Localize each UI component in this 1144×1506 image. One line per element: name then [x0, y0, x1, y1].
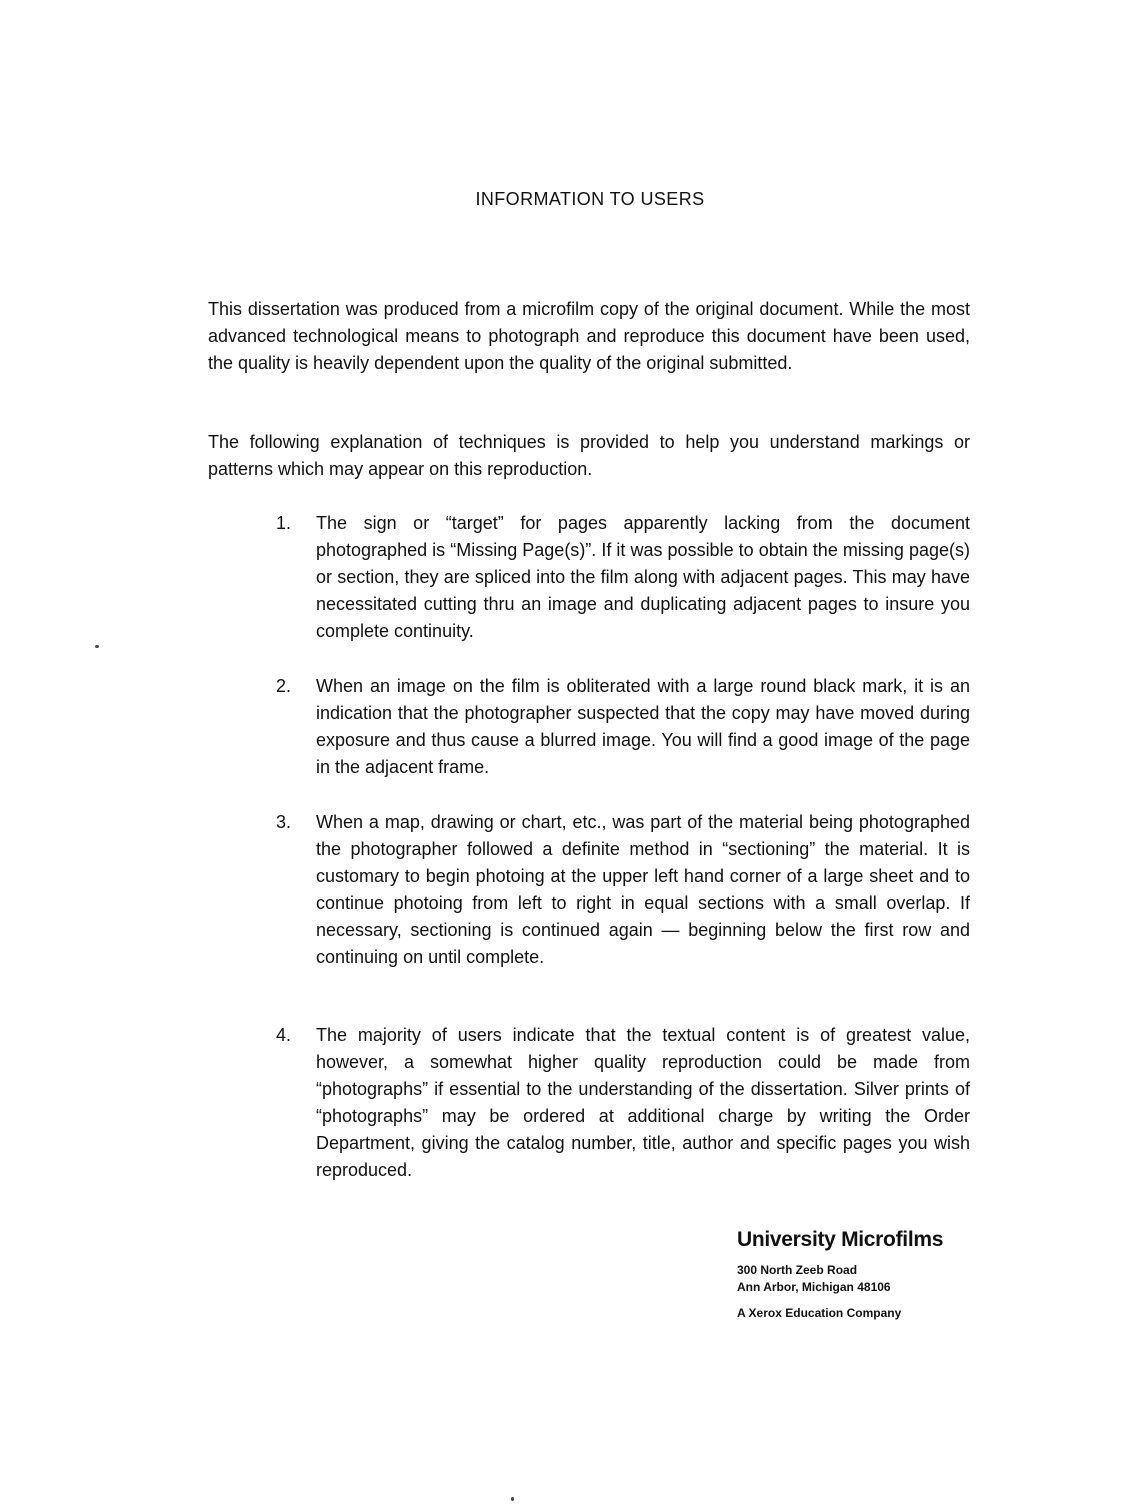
explanation-paragraph: The following explanation of techniques is provided to help you understand markings or patterns which may appear on this reproduction. [208, 432, 970, 479]
list-item-text: The sign or “target” for pages apparently lacking from the document photographed is “Missing Page(s)”. If it was possible to obtain the missing page(s) or section, they are spliced into the film along with adjacent pages. This may have necessitated cutting thru an image and duplicating adjacent pages to insure you complete continuity. [316, 513, 970, 641]
list-item-number: 2. [276, 676, 292, 696]
list-item-number: 3. [276, 812, 292, 832]
publisher-address-line-1: 300 North Zeeb Road [737, 1263, 858, 1277]
publisher-address [737, 1262, 1037, 1296]
list-item [276, 673, 970, 781]
list-item-number: 4. [276, 1025, 292, 1045]
publisher-company: A Xerox Education Company [737, 1306, 902, 1320]
list-item [276, 1022, 970, 1184]
publisher-block [737, 1228, 1037, 1320]
list-item-number: 1. [276, 513, 292, 533]
list-item-text: When an image on the film is obliterated with a large round black mark, it is an indication that the photographer suspected that the copy may have moved during exposure and thus cause a blurred image. You will find a good image of the page in the adjacent frame. [316, 676, 970, 777]
list-item-text: When a map, drawing or chart, etc., was part of the material being photographed the photographer followed a definite method in “sectioning” the material. It is customary to begin photoing at the upper left hand corner of a large sheet and to continue photoing from left to right in equal sections with a small overlap. If necessary, sectioning is continued again — beginning below the first row and continuing on until complete. [316, 812, 970, 967]
scan-speck [95, 645, 99, 648]
publisher-name: University Microfilms [737, 1228, 944, 1251]
list-item [276, 510, 970, 645]
scan-speck [511, 1497, 514, 1501]
list-item-text: The majority of users indicate that the textual content is of greatest value, however, a somewhat higher quality reproduction could be made from “photographs” if essential to the understanding of the dissertation. Silver prints of “photographs” may be ordered at additional charge by writing the Order Department, giving the catalog number, title, author and specific pages you wish reproduced. [316, 1025, 970, 1180]
intro-paragraph: This dissertation was produced from a microfilm copy of the original document. While the most advanced technological means to photograph and reproduce this document have been used, the quality is heavily dependent upon the quality of the original submitted. [208, 299, 970, 373]
list-item [276, 809, 970, 971]
page-title: INFORMATION TO USERS [475, 189, 705, 209]
publisher-address-line-2: Ann Arbor, Michigan 48106 [737, 1280, 891, 1294]
